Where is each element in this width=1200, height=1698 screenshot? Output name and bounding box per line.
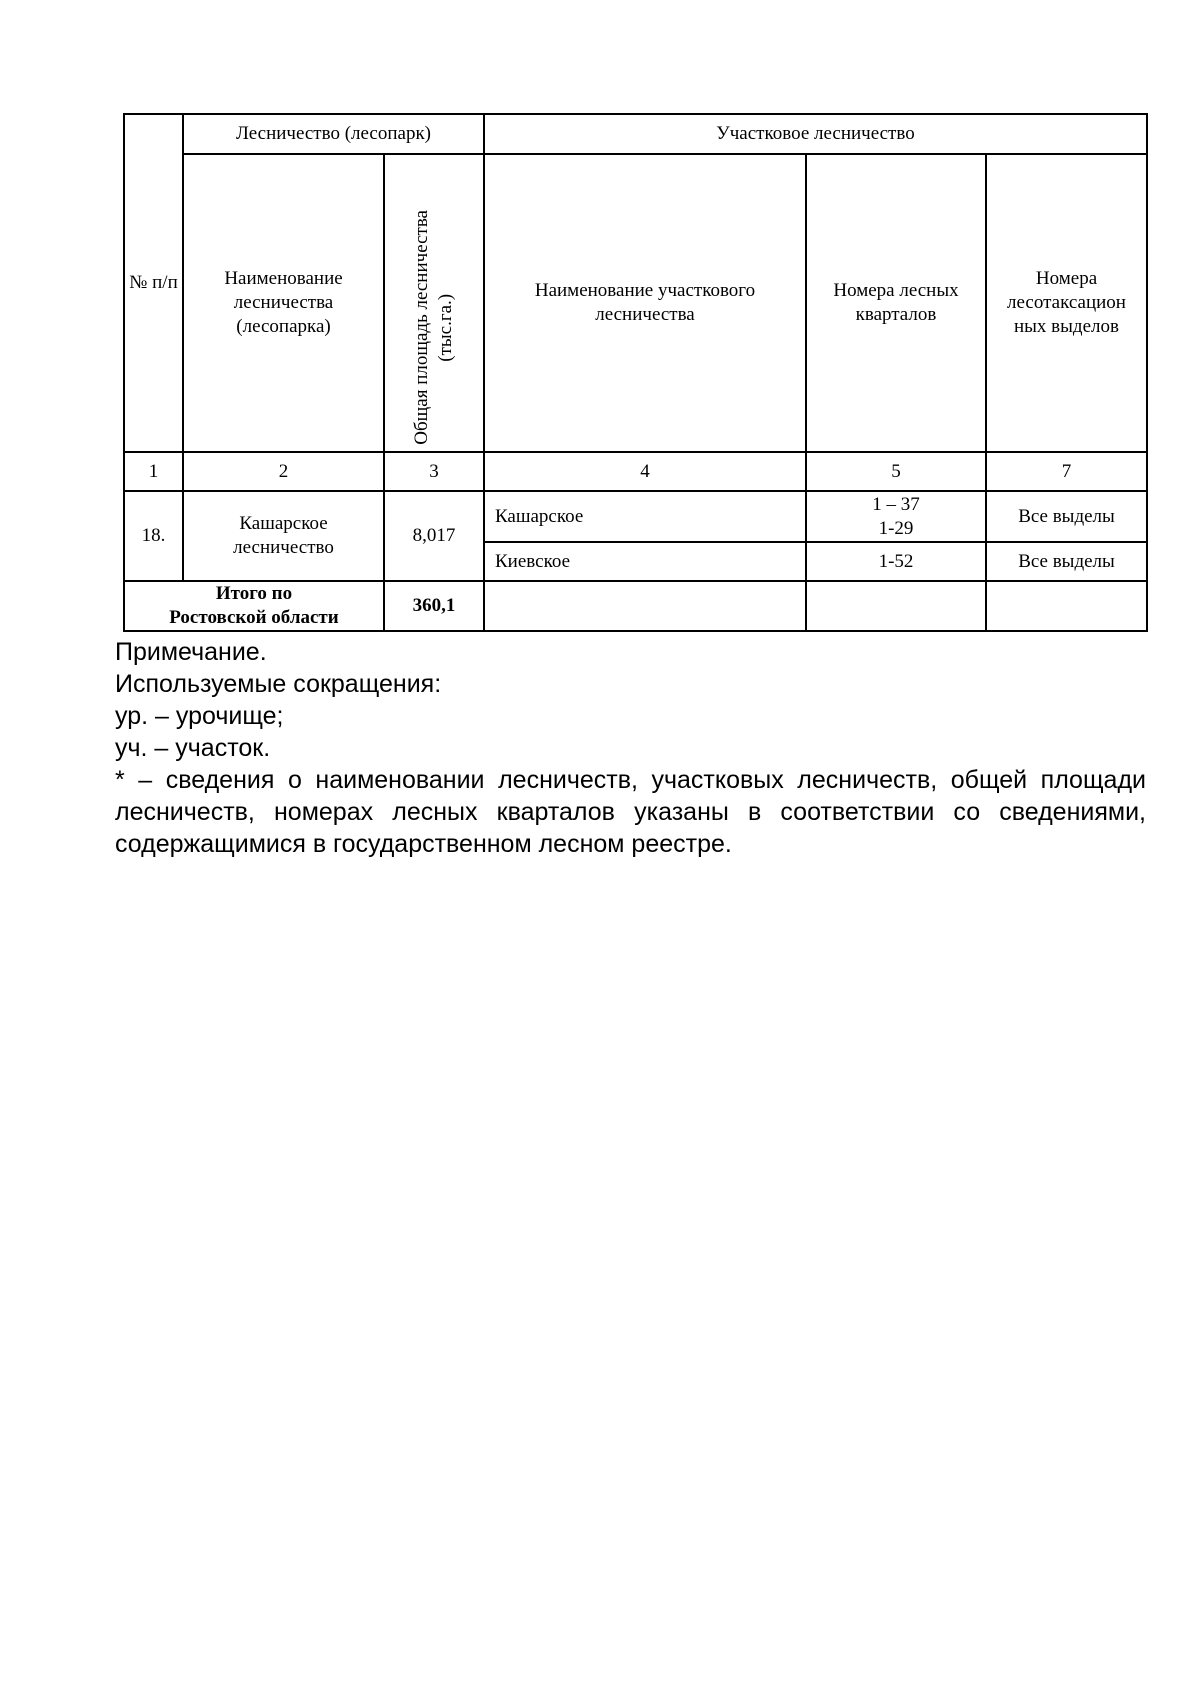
total-label-line: Ростовской области (169, 607, 339, 628)
header-forestry-name: Наименование лесничества (лесопарка) (183, 154, 384, 452)
total-label-line: Итого по (215, 583, 293, 605)
header-total-area-line2: (тыс.га.) (435, 293, 456, 362)
footnote: * – сведения о наименовании лесничеств, участковых лесничеств, общей площади лесничеств, номерах лесных кварталов указаны в соответствии со сведениями, содержащимися в государственном лесном реестре. (115, 766, 1146, 858)
row-num: 18. (124, 491, 183, 581)
header-total-area-line1: Общая площадь лесничества (411, 210, 433, 445)
column-number-row (124, 452, 1147, 491)
district-name: Кашарское (484, 491, 806, 542)
table-row (124, 491, 1147, 542)
empty-cell (986, 581, 1147, 631)
row-area: 8,017 (384, 491, 484, 581)
district-allotments: Все выделы (986, 542, 1147, 581)
header-total-area (384, 154, 484, 452)
header-district-name: Наименование участкового лесничества (484, 154, 806, 452)
column-number: 2 (183, 452, 384, 491)
abbreviation-item: ур. – урочище; (115, 702, 284, 730)
header-forestry-group: Лесничество (лесопарк) (183, 114, 484, 154)
district-name: Киевское (484, 542, 806, 581)
header-num: № п/п (124, 114, 183, 452)
abbreviations-title: Используемые сокращения: (115, 670, 442, 698)
district-quarters (806, 491, 986, 542)
header-district-group: Участковое лесничество (484, 114, 1147, 154)
column-number: 1 (124, 452, 183, 491)
total-row (124, 581, 1147, 631)
column-number: 3 (384, 452, 484, 491)
header-row-1 (124, 114, 1147, 154)
row-forestry: Кашарское лесничество (183, 491, 384, 581)
abbreviation-item: уч. – участок. (115, 734, 271, 762)
column-number: 7 (986, 452, 1147, 491)
column-number: 5 (806, 452, 986, 491)
notes-title: Примечание. (115, 638, 267, 666)
total-label (124, 581, 384, 631)
district-allotments: Все выделы (986, 491, 1147, 542)
empty-cell (806, 581, 986, 631)
notes-section (115, 636, 1146, 860)
column-number: 4 (484, 452, 806, 491)
district-quarters: 1-52 (806, 542, 986, 581)
quarters-line: 1-29 (878, 517, 914, 539)
quarters-line: 1 – 37 (872, 493, 920, 515)
header-quarter-numbers: Номера лесных кварталов (806, 154, 986, 452)
empty-cell (484, 581, 806, 631)
header-allotment-numbers: Номера лесотаксацион ных выделов (986, 154, 1147, 452)
header-row-2 (124, 154, 1147, 452)
total-value: 360,1 (384, 581, 484, 631)
forestry-table (123, 113, 1148, 632)
